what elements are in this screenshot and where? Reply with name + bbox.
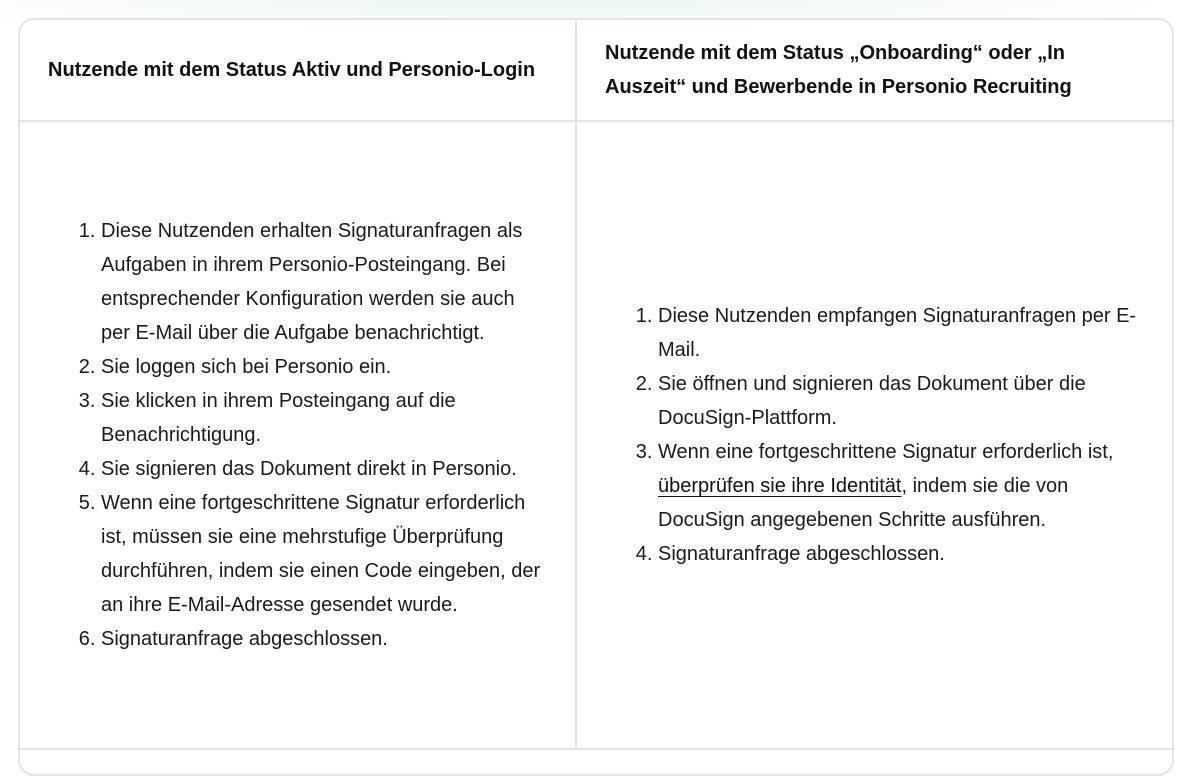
- step3-text-after: , indem sie die von DocuSign angegebenen Schritte ausführen.: [658, 475, 1069, 531]
- content-row: [20, 121, 1174, 749]
- list-item: 1. Diese Nutzenden erhalten Signaturanfragen als Aufgaben in ihrem Personio-Posteingang. Bei entsprechender Konfiguration werden sie auch per E-Mail über die Aufgabe benachrichtigt.: [101, 214, 549, 350]
- list-item: [658, 435, 1150, 537]
- list-item: 2. Sie loggen sich bei Personio ein.: [101, 350, 549, 384]
- step3-text-before: Wenn eine fortgeschrittene Signatur erforderlich ist,: [658, 441, 1114, 463]
- active-users-step-list: [48, 214, 549, 656]
- comparison-card: [18, 18, 1174, 776]
- cell-active-users-steps: [20, 121, 576, 749]
- list-item: 1. Diese Nutzenden empfangen Signaturanfragen per E-Mail.: [658, 299, 1150, 367]
- list-item: 3. Sie klicken in ihrem Posteingang auf die Benachrichtigung.: [101, 384, 549, 452]
- signature-comparison-table: [20, 20, 1174, 750]
- header-onboarding-users: Nutzende mit dem Status „Onboarding“ oder „In Auszeit“ und Bewerbende in Personio Recruiting: [576, 20, 1174, 121]
- cell-onboarding-users-steps: [576, 121, 1174, 749]
- header-active-users: Nutzende mit dem Status Aktiv und Personio-Login: [20, 20, 576, 121]
- header-row: [20, 20, 1174, 121]
- list-item: 4. Signaturanfrage abgeschlossen.: [658, 537, 1150, 571]
- list-item: 4. Sie signieren das Dokument direkt in Personio.: [101, 452, 549, 486]
- list-item: 6. Signaturanfrage abgeschlossen.: [101, 622, 549, 656]
- list-item: 2. Sie öffnen und signieren das Dokument über die DocuSign-Plattform.: [658, 367, 1150, 435]
- verify-identity-link[interactable]: überprüfen sie ihre Identität: [658, 475, 902, 497]
- list-item: 5. Wenn eine fortgeschrittene Signatur erforderlich ist, müssen sie eine mehrstufige Überprüfung durchführen, indem sie einen Code eingeben, der an ihre E-Mail-Adresse gesendet wurde.: [101, 486, 549, 622]
- onboarding-users-step-list: [605, 299, 1150, 571]
